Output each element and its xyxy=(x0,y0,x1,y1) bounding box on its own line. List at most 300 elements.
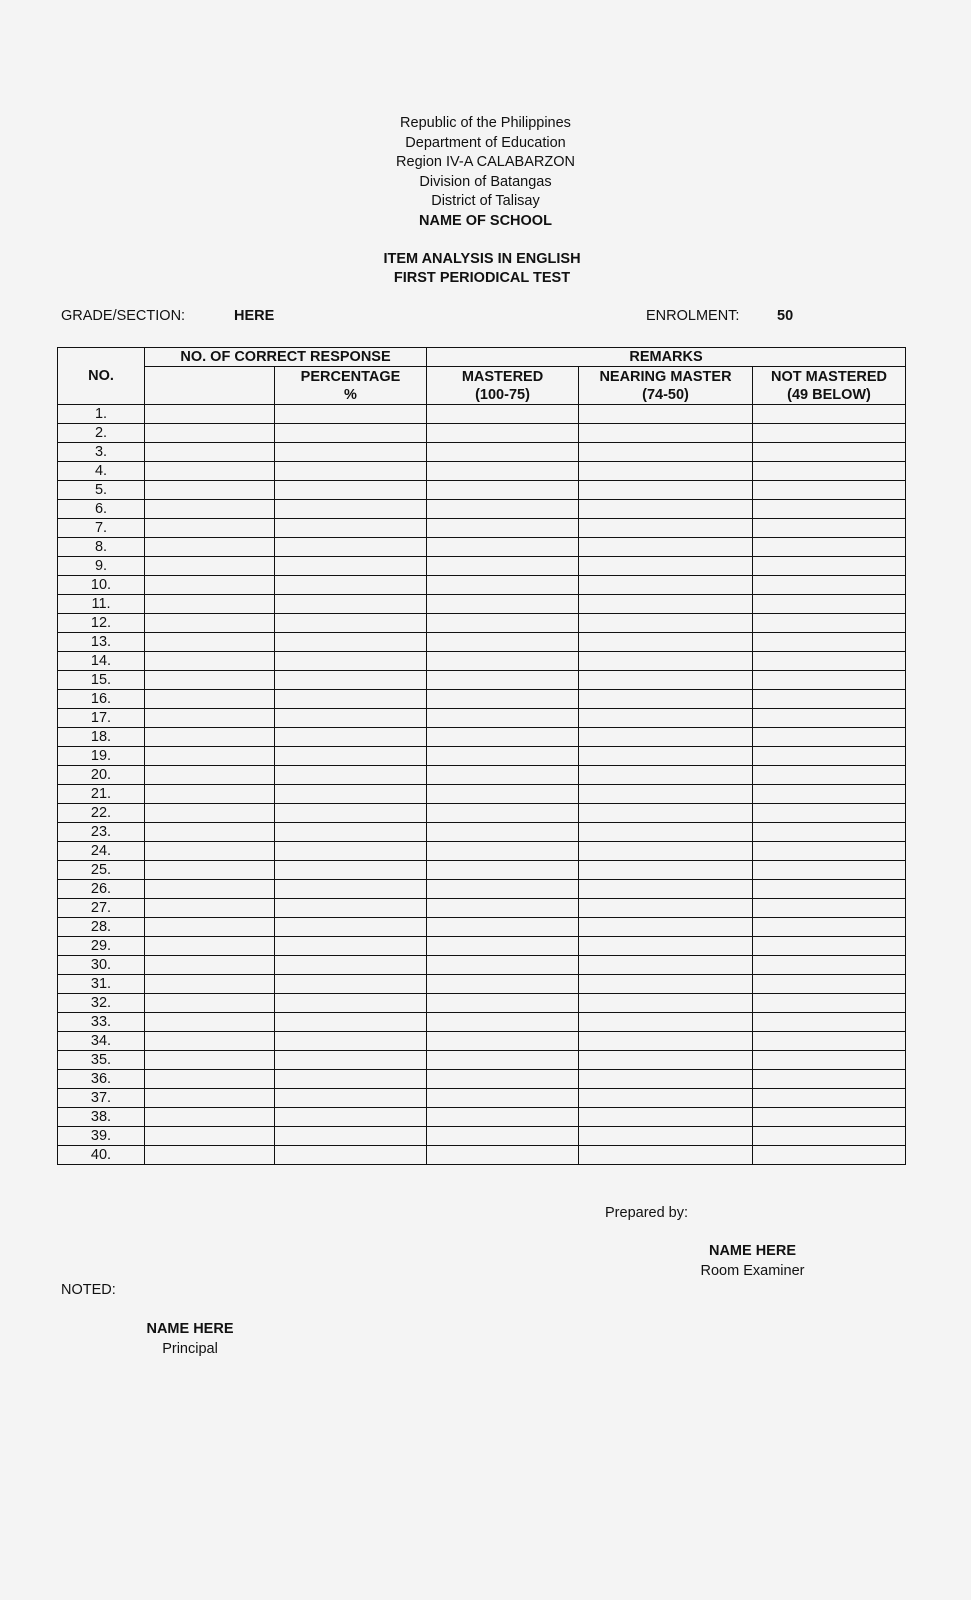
mastered-cell[interactable] xyxy=(427,956,579,975)
percentage-unit: % xyxy=(344,386,357,403)
col-mastered-header xyxy=(427,367,579,405)
percentage-cell[interactable] xyxy=(275,633,427,652)
not-mastered-cell[interactable] xyxy=(753,709,906,728)
nearing-master-cell[interactable] xyxy=(579,652,753,671)
nearing-label: NEARING MASTER xyxy=(599,368,732,385)
header-line: Region IV-A CALABARZON xyxy=(396,154,575,170)
not-mastered-cell[interactable] xyxy=(753,595,906,614)
table-row xyxy=(58,633,906,652)
table-row xyxy=(58,880,906,899)
correct-count-cell[interactable] xyxy=(145,405,275,424)
mastered-cell[interactable] xyxy=(427,576,579,595)
table-row xyxy=(58,690,906,709)
percentage-cell[interactable] xyxy=(275,709,427,728)
col-nearing-master-header xyxy=(579,367,753,405)
not-mastered-cell[interactable] xyxy=(753,1051,906,1070)
col-remarks-header: REMARKS xyxy=(427,348,906,367)
mastered-cell[interactable] xyxy=(427,785,579,804)
table-row xyxy=(58,652,906,671)
nearing-master-cell[interactable] xyxy=(579,937,753,956)
percentage-cell[interactable] xyxy=(275,690,427,709)
table-row xyxy=(58,823,906,842)
mastered-cell[interactable] xyxy=(427,633,579,652)
percentage-cell[interactable] xyxy=(275,994,427,1013)
correct-count-cell[interactable] xyxy=(145,804,275,823)
not-mastered-cell[interactable] xyxy=(753,728,906,747)
percentage-cell[interactable] xyxy=(275,918,427,937)
not-mastered-cell[interactable] xyxy=(753,576,906,595)
table-row xyxy=(58,785,906,804)
mastered-cell[interactable] xyxy=(427,557,579,576)
nearing-master-cell[interactable] xyxy=(579,1089,753,1108)
nearing-master-cell[interactable] xyxy=(579,1070,753,1089)
correct-count-cell[interactable] xyxy=(145,975,275,994)
percentage-cell[interactable] xyxy=(275,728,427,747)
percentage-cell[interactable] xyxy=(275,462,427,481)
percentage-cell[interactable] xyxy=(275,595,427,614)
correct-count-cell[interactable] xyxy=(145,918,275,937)
not-mastered-cell[interactable] xyxy=(753,1070,906,1089)
item-number: 28. xyxy=(58,918,145,937)
table-row xyxy=(58,975,906,994)
nearing-master-cell[interactable] xyxy=(579,500,753,519)
correct-count-cell[interactable] xyxy=(145,747,275,766)
table-row xyxy=(58,899,906,918)
correct-count-cell[interactable] xyxy=(145,1032,275,1051)
table-row xyxy=(58,519,906,538)
nearing-master-cell[interactable] xyxy=(579,614,753,633)
correct-count-cell[interactable] xyxy=(145,633,275,652)
noted-label: NOTED: xyxy=(61,1282,116,1298)
correct-count-cell[interactable] xyxy=(145,842,275,861)
mastered-cell[interactable] xyxy=(427,899,579,918)
mastered-cell[interactable] xyxy=(427,481,579,500)
table-row xyxy=(58,804,906,823)
table-row xyxy=(58,1070,906,1089)
percentage-cell[interactable] xyxy=(275,880,427,899)
table-row xyxy=(58,424,906,443)
percentage-cell[interactable] xyxy=(275,481,427,500)
nearing-master-cell[interactable] xyxy=(579,633,753,652)
mastered-cell[interactable] xyxy=(427,652,579,671)
table-row xyxy=(58,405,906,424)
nearing-master-cell[interactable] xyxy=(579,1108,753,1127)
not-mastered-range: (49 BELOW) xyxy=(787,386,871,403)
not-mastered-cell[interactable] xyxy=(753,405,906,424)
table-row xyxy=(58,747,906,766)
header-line: District of Talisay xyxy=(431,193,540,209)
correct-count-cell[interactable] xyxy=(145,671,275,690)
item-analysis-table xyxy=(57,347,906,1165)
table-row xyxy=(58,595,906,614)
not-mastered-cell[interactable] xyxy=(753,937,906,956)
mastered-cell[interactable] xyxy=(427,937,579,956)
table-row xyxy=(58,956,906,975)
table-row xyxy=(58,728,906,747)
correct-count-cell[interactable] xyxy=(145,595,275,614)
item-number: 25. xyxy=(58,861,145,880)
nearing-master-cell[interactable] xyxy=(579,405,753,424)
nearing-master-cell[interactable] xyxy=(579,785,753,804)
enrolment-label: ENROLMENT: xyxy=(646,308,740,324)
not-mastered-cell[interactable] xyxy=(753,994,906,1013)
grade-section-value: HERE xyxy=(234,308,275,324)
not-mastered-cell[interactable] xyxy=(753,918,906,937)
nearing-master-cell[interactable] xyxy=(579,842,753,861)
nearing-master-cell[interactable] xyxy=(579,1146,753,1165)
correct-count-cell[interactable] xyxy=(145,823,275,842)
table-row xyxy=(58,1146,906,1165)
percentage-cell[interactable] xyxy=(275,576,427,595)
percentage-cell[interactable] xyxy=(275,557,427,576)
mastered-cell[interactable] xyxy=(427,614,579,633)
not-mastered-label: NOT MASTERED xyxy=(771,368,887,385)
table-row xyxy=(58,614,906,633)
nearing-master-cell[interactable] xyxy=(579,766,753,785)
correct-count-cell[interactable] xyxy=(145,937,275,956)
table-row xyxy=(58,994,906,1013)
percentage-cell[interactable] xyxy=(275,671,427,690)
correct-count-cell[interactable] xyxy=(145,899,275,918)
not-mastered-cell[interactable] xyxy=(753,747,906,766)
correct-count-cell[interactable] xyxy=(145,1146,275,1165)
not-mastered-cell[interactable] xyxy=(753,785,906,804)
percentage-cell[interactable] xyxy=(275,500,427,519)
nearing-master-cell[interactable] xyxy=(579,1051,753,1070)
correct-count-cell[interactable] xyxy=(145,956,275,975)
mastered-cell[interactable] xyxy=(427,462,579,481)
percentage-cell[interactable] xyxy=(275,899,427,918)
correct-count-cell[interactable] xyxy=(145,614,275,633)
percentage-cell[interactable] xyxy=(275,1070,427,1089)
nearing-master-cell[interactable] xyxy=(579,823,753,842)
table-row xyxy=(58,1127,906,1146)
not-mastered-cell[interactable] xyxy=(753,481,906,500)
item-number: 27. xyxy=(58,899,145,918)
correct-count-cell[interactable] xyxy=(145,1051,275,1070)
item-number: 40. xyxy=(58,1146,145,1165)
correct-count-cell[interactable] xyxy=(145,766,275,785)
percentage-cell[interactable] xyxy=(275,975,427,994)
correct-count-cell[interactable] xyxy=(145,861,275,880)
item-number: 1. xyxy=(58,405,145,424)
table-row xyxy=(58,1032,906,1051)
percentage-cell[interactable] xyxy=(275,804,427,823)
percentage-cell[interactable] xyxy=(275,1127,427,1146)
header-line: Republic of the Philippines xyxy=(400,115,571,131)
item-number: 9. xyxy=(58,557,145,576)
item-number: 37. xyxy=(58,1089,145,1108)
nearing-master-cell[interactable] xyxy=(579,1013,753,1032)
table-row xyxy=(58,918,906,937)
percentage-cell[interactable] xyxy=(275,1051,427,1070)
percentage-cell[interactable] xyxy=(275,519,427,538)
not-mastered-cell[interactable] xyxy=(753,519,906,538)
header-line: Department of Education xyxy=(405,134,566,151)
table-body xyxy=(58,405,906,1165)
nearing-master-cell[interactable] xyxy=(579,424,753,443)
not-mastered-cell[interactable] xyxy=(753,614,906,633)
not-mastered-cell[interactable] xyxy=(753,1089,906,1108)
item-number: 5. xyxy=(58,481,145,500)
mastered-cell[interactable] xyxy=(427,728,579,747)
mastered-cell[interactable] xyxy=(427,1127,579,1146)
correct-count-cell[interactable] xyxy=(145,652,275,671)
percentage-cell[interactable] xyxy=(275,1089,427,1108)
nearing-master-cell[interactable] xyxy=(579,975,753,994)
correct-count-cell[interactable] xyxy=(145,443,275,462)
percentage-cell[interactable] xyxy=(275,614,427,633)
item-number: 2. xyxy=(58,424,145,443)
mastered-cell[interactable] xyxy=(427,975,579,994)
not-mastered-cell[interactable] xyxy=(753,690,906,709)
item-number: 22. xyxy=(58,804,145,823)
nearing-master-cell[interactable] xyxy=(579,804,753,823)
mastered-cell[interactable] xyxy=(427,880,579,899)
col-correct-count-header xyxy=(145,367,275,405)
item-number: 12. xyxy=(58,614,145,633)
mastered-cell[interactable] xyxy=(427,994,579,1013)
correct-count-cell[interactable] xyxy=(145,880,275,899)
correct-count-cell[interactable] xyxy=(145,500,275,519)
percentage-cell[interactable] xyxy=(275,443,427,462)
correct-count-cell[interactable] xyxy=(145,519,275,538)
mastered-cell[interactable] xyxy=(427,538,579,557)
mastered-cell[interactable] xyxy=(427,804,579,823)
correct-count-cell[interactable] xyxy=(145,1089,275,1108)
item-number: 30. xyxy=(58,956,145,975)
item-number: 11. xyxy=(58,595,145,614)
percentage-cell[interactable] xyxy=(275,937,427,956)
item-number: 3. xyxy=(58,443,145,462)
mastered-cell[interactable] xyxy=(427,747,579,766)
table-row xyxy=(58,481,906,500)
percentage-cell[interactable] xyxy=(275,538,427,557)
col-no-header: NO. xyxy=(58,348,145,405)
item-number: 8. xyxy=(58,538,145,557)
mastered-label: MASTERED xyxy=(461,368,544,385)
item-number: 10. xyxy=(58,576,145,595)
item-number: 23. xyxy=(58,823,145,842)
mastered-cell[interactable] xyxy=(427,1013,579,1032)
correct-count-cell[interactable] xyxy=(145,709,275,728)
nearing-master-cell[interactable] xyxy=(579,481,753,500)
nearing-range: (74-50) xyxy=(642,386,689,403)
not-mastered-cell[interactable] xyxy=(753,652,906,671)
correct-count-cell[interactable] xyxy=(145,424,275,443)
correct-count-cell[interactable] xyxy=(145,462,275,481)
item-number: 34. xyxy=(58,1032,145,1051)
percentage-cell[interactable] xyxy=(275,785,427,804)
correct-count-cell[interactable] xyxy=(145,1127,275,1146)
mastered-cell[interactable] xyxy=(427,1146,579,1165)
mastered-cell[interactable] xyxy=(427,500,579,519)
item-number: 16. xyxy=(58,690,145,709)
mastered-cell[interactable] xyxy=(427,709,579,728)
table-row xyxy=(58,462,906,481)
table-row xyxy=(58,1013,906,1032)
mastered-cell[interactable] xyxy=(427,1108,579,1127)
correct-count-cell[interactable] xyxy=(145,785,275,804)
col-percentage-header xyxy=(275,367,427,405)
not-mastered-cell[interactable] xyxy=(753,1108,906,1127)
mastered-cell[interactable] xyxy=(427,918,579,937)
nearing-master-cell[interactable] xyxy=(579,994,753,1013)
percentage-cell[interactable] xyxy=(275,424,427,443)
mastered-cell[interactable] xyxy=(427,1089,579,1108)
mastered-cell[interactable] xyxy=(427,1051,579,1070)
header-line: Division of Batangas xyxy=(419,173,552,190)
not-mastered-cell[interactable] xyxy=(753,671,906,690)
mastered-cell[interactable] xyxy=(427,766,579,785)
percentage-cell[interactable] xyxy=(275,652,427,671)
item-number: 13. xyxy=(58,633,145,652)
item-number: 39. xyxy=(58,1127,145,1146)
prepared-by-role: Room Examiner xyxy=(700,1263,805,1279)
not-mastered-cell[interactable] xyxy=(753,500,906,519)
mastered-cell[interactable] xyxy=(427,671,579,690)
col-not-mastered-header xyxy=(753,367,906,405)
mastered-cell[interactable] xyxy=(427,1032,579,1051)
not-mastered-cell[interactable] xyxy=(753,557,906,576)
nearing-master-cell[interactable] xyxy=(579,557,753,576)
table-row xyxy=(58,443,906,462)
nearing-master-cell[interactable] xyxy=(579,918,753,937)
percentage-cell[interactable] xyxy=(275,823,427,842)
not-mastered-cell[interactable] xyxy=(753,899,906,918)
percentage-cell[interactable] xyxy=(275,405,427,424)
table-row xyxy=(58,1089,906,1108)
item-number: 19. xyxy=(58,747,145,766)
not-mastered-cell[interactable] xyxy=(753,1013,906,1032)
item-number: 31. xyxy=(58,975,145,994)
correct-count-cell[interactable] xyxy=(145,1070,275,1089)
mastered-cell[interactable] xyxy=(427,443,579,462)
mastered-cell[interactable] xyxy=(427,595,579,614)
school-name: NAME OF SCHOOL xyxy=(419,212,552,229)
mastered-cell[interactable] xyxy=(427,519,579,538)
nearing-master-cell[interactable] xyxy=(579,519,753,538)
nearing-master-cell[interactable] xyxy=(579,1032,753,1051)
nearing-master-cell[interactable] xyxy=(579,671,753,690)
mastered-cell[interactable] xyxy=(427,861,579,880)
nearing-master-cell[interactable] xyxy=(579,899,753,918)
not-mastered-cell[interactable] xyxy=(753,804,906,823)
percentage-cell[interactable] xyxy=(275,1013,427,1032)
col-correct-response-header: NO. OF CORRECT RESPONSE xyxy=(145,348,427,367)
not-mastered-cell[interactable] xyxy=(753,975,906,994)
correct-count-cell[interactable] xyxy=(145,690,275,709)
percentage-cell[interactable] xyxy=(275,842,427,861)
item-number: 29. xyxy=(58,937,145,956)
item-number: 14. xyxy=(58,652,145,671)
percentage-cell[interactable] xyxy=(275,1146,427,1165)
correct-count-cell[interactable] xyxy=(145,994,275,1013)
prepared-by-label: Prepared by: xyxy=(605,1205,689,1221)
not-mastered-cell[interactable] xyxy=(753,1032,906,1051)
grade-section-label: GRADE/SECTION: xyxy=(61,308,186,324)
nearing-master-cell[interactable] xyxy=(579,709,753,728)
nearing-master-cell[interactable] xyxy=(579,728,753,747)
not-mastered-cell[interactable] xyxy=(753,880,906,899)
title-line-1: ITEM ANALYSIS IN ENGLISH xyxy=(383,251,581,267)
nearing-master-cell[interactable] xyxy=(579,538,753,557)
table-row xyxy=(58,766,906,785)
table-row xyxy=(58,500,906,519)
noted-role: Principal xyxy=(162,1341,218,1357)
nearing-master-cell[interactable] xyxy=(579,956,753,975)
mastered-cell[interactable] xyxy=(427,842,579,861)
not-mastered-cell[interactable] xyxy=(753,424,906,443)
not-mastered-cell[interactable] xyxy=(753,842,906,861)
not-mastered-cell[interactable] xyxy=(753,633,906,652)
percentage-cell[interactable] xyxy=(275,766,427,785)
percentage-cell[interactable] xyxy=(275,747,427,766)
correct-count-cell[interactable] xyxy=(145,481,275,500)
nearing-master-cell[interactable] xyxy=(579,462,753,481)
not-mastered-cell[interactable] xyxy=(753,1127,906,1146)
not-mastered-cell[interactable] xyxy=(753,766,906,785)
not-mastered-cell[interactable] xyxy=(753,956,906,975)
table-row xyxy=(58,1108,906,1127)
percentage-cell[interactable] xyxy=(275,1108,427,1127)
correct-count-cell[interactable] xyxy=(145,1108,275,1127)
correct-count-cell[interactable] xyxy=(145,557,275,576)
not-mastered-cell[interactable] xyxy=(753,823,906,842)
title-line-2: FIRST PERIODICAL TEST xyxy=(393,270,571,286)
item-number: 21. xyxy=(58,785,145,804)
correct-count-cell[interactable] xyxy=(145,728,275,747)
table-row xyxy=(58,1051,906,1070)
percentage-cell[interactable] xyxy=(275,861,427,880)
mastered-cell[interactable] xyxy=(427,1070,579,1089)
mastered-cell[interactable] xyxy=(427,405,579,424)
item-number: 20. xyxy=(58,766,145,785)
nearing-master-cell[interactable] xyxy=(579,747,753,766)
nearing-master-cell[interactable] xyxy=(579,1127,753,1146)
item-number: 32. xyxy=(58,994,145,1013)
mastered-cell[interactable] xyxy=(427,424,579,443)
nearing-master-cell[interactable] xyxy=(579,690,753,709)
correct-count-cell[interactable] xyxy=(145,538,275,557)
not-mastered-cell[interactable] xyxy=(753,861,906,880)
item-number: 17. xyxy=(58,709,145,728)
percentage-cell[interactable] xyxy=(275,956,427,975)
nearing-master-cell[interactable] xyxy=(579,861,753,880)
nearing-master-cell[interactable] xyxy=(579,443,753,462)
mastered-cell[interactable] xyxy=(427,823,579,842)
mastered-cell[interactable] xyxy=(427,690,579,709)
item-analysis-table-wrap xyxy=(57,347,906,1165)
correct-count-cell[interactable] xyxy=(145,576,275,595)
nearing-master-cell[interactable] xyxy=(579,880,753,899)
nearing-master-cell[interactable] xyxy=(579,576,753,595)
not-mastered-cell[interactable] xyxy=(753,462,906,481)
item-number: 6. xyxy=(58,500,145,519)
table-row xyxy=(58,709,906,728)
correct-count-cell[interactable] xyxy=(145,1013,275,1032)
document-title xyxy=(0,250,964,288)
percentage-cell[interactable] xyxy=(275,1032,427,1051)
item-number: 4. xyxy=(58,462,145,481)
noted-name: NAME HERE xyxy=(146,1321,234,1337)
not-mastered-cell[interactable] xyxy=(753,443,906,462)
enrolment-value: 50 xyxy=(777,308,794,324)
nearing-master-cell[interactable] xyxy=(579,595,753,614)
not-mastered-cell[interactable] xyxy=(753,1146,906,1165)
item-number: 26. xyxy=(58,880,145,899)
not-mastered-cell[interactable] xyxy=(753,538,906,557)
